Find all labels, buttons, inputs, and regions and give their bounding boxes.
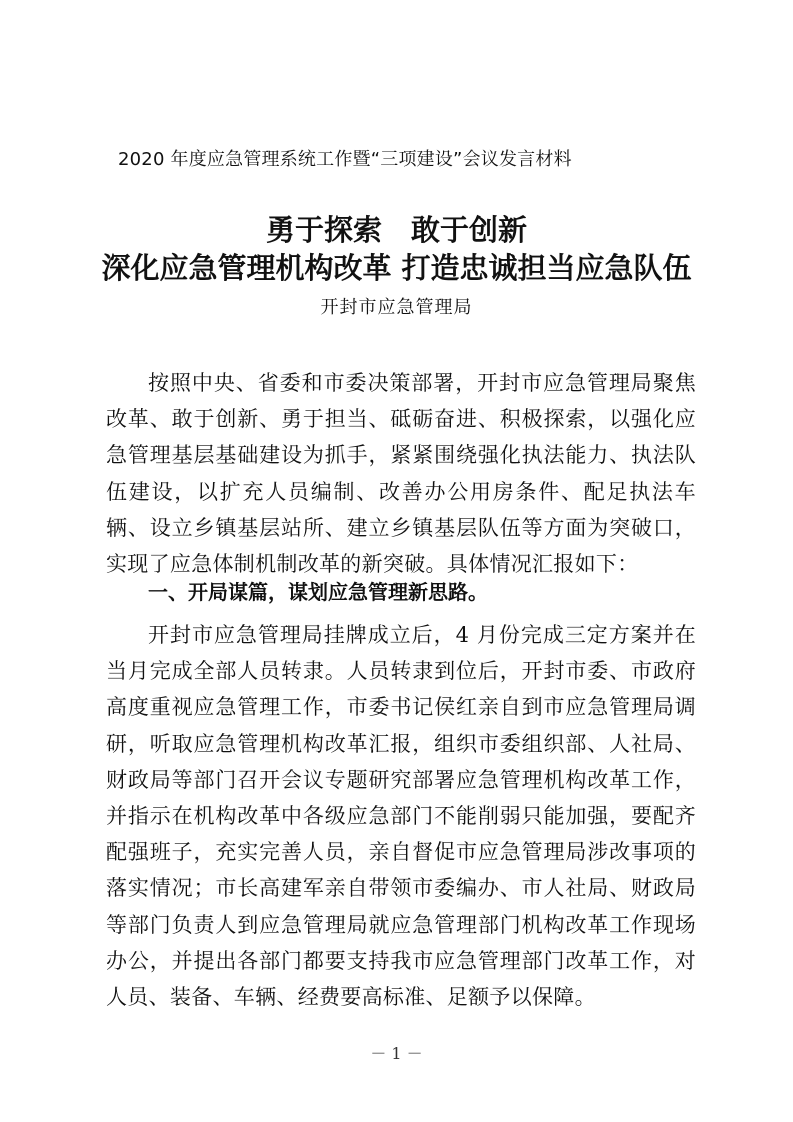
organization-name: 开封市应急管理局 [320,297,473,318]
document-title-line-1: 勇于探索 敢于创新 [265,213,527,247]
body-paragraph: 开封市应急管理局挂牌成立后，4 月份完成三定方案并在当月完成全部人员转隶。人员转隶到位后，开封市委、市政府高度重视应急管理工作，市委书记侯红亲自到市应急管理局调研，听取应急管理机构改革汇报，组织市委组织部、人社局、财政局等部门召开会议专题研究部署应急管理机构改革工作，并指示在机构改革中各级应急部门不能削弱只能加强，要配齐配强班子，充实完善人员，亲自督促市应急管理局涉改事项的落实情况；市长高建军亲自带领市委编办、市人社局、财政局等部门负责人到应急管理局就应急管理部门机构改革工作现场办公，并提出各部门都要支持我市应急管理部门改革工作，对人员、装备、车辆、经费要高标准、足额予以保障。 [106,623,696,1010]
meeting-title-line: 2020 年度应急管理系统工作暨“三项建设”会议发言材料 [118,149,572,170]
document-title-line-2: 深化应急管理机构改革 打造忠诚担当应急队伍 [101,251,692,285]
page-number: － 1 － [370,1044,423,1063]
body-paragraph: 按照中央、省委和市委决策部署，开封市应急管理局聚焦改革、敢于创新、勇于担当、砥砺奋进、积极探索，以强化应急管理基层基础建设为抓手，紧紧围绕强化执法能力、执法队伍建设，以扩充人员编制、改善办公用房条件、配足执法车辆、设立乡镇基层站所、建立乡镇基层队伍等方面为突破口，实现了应急体制机制改革的新突破。具体情况汇报如下： [106,371,696,577]
section-heading: 一、开局谋篇，谋划应急管理新思路。 [148,580,488,604]
